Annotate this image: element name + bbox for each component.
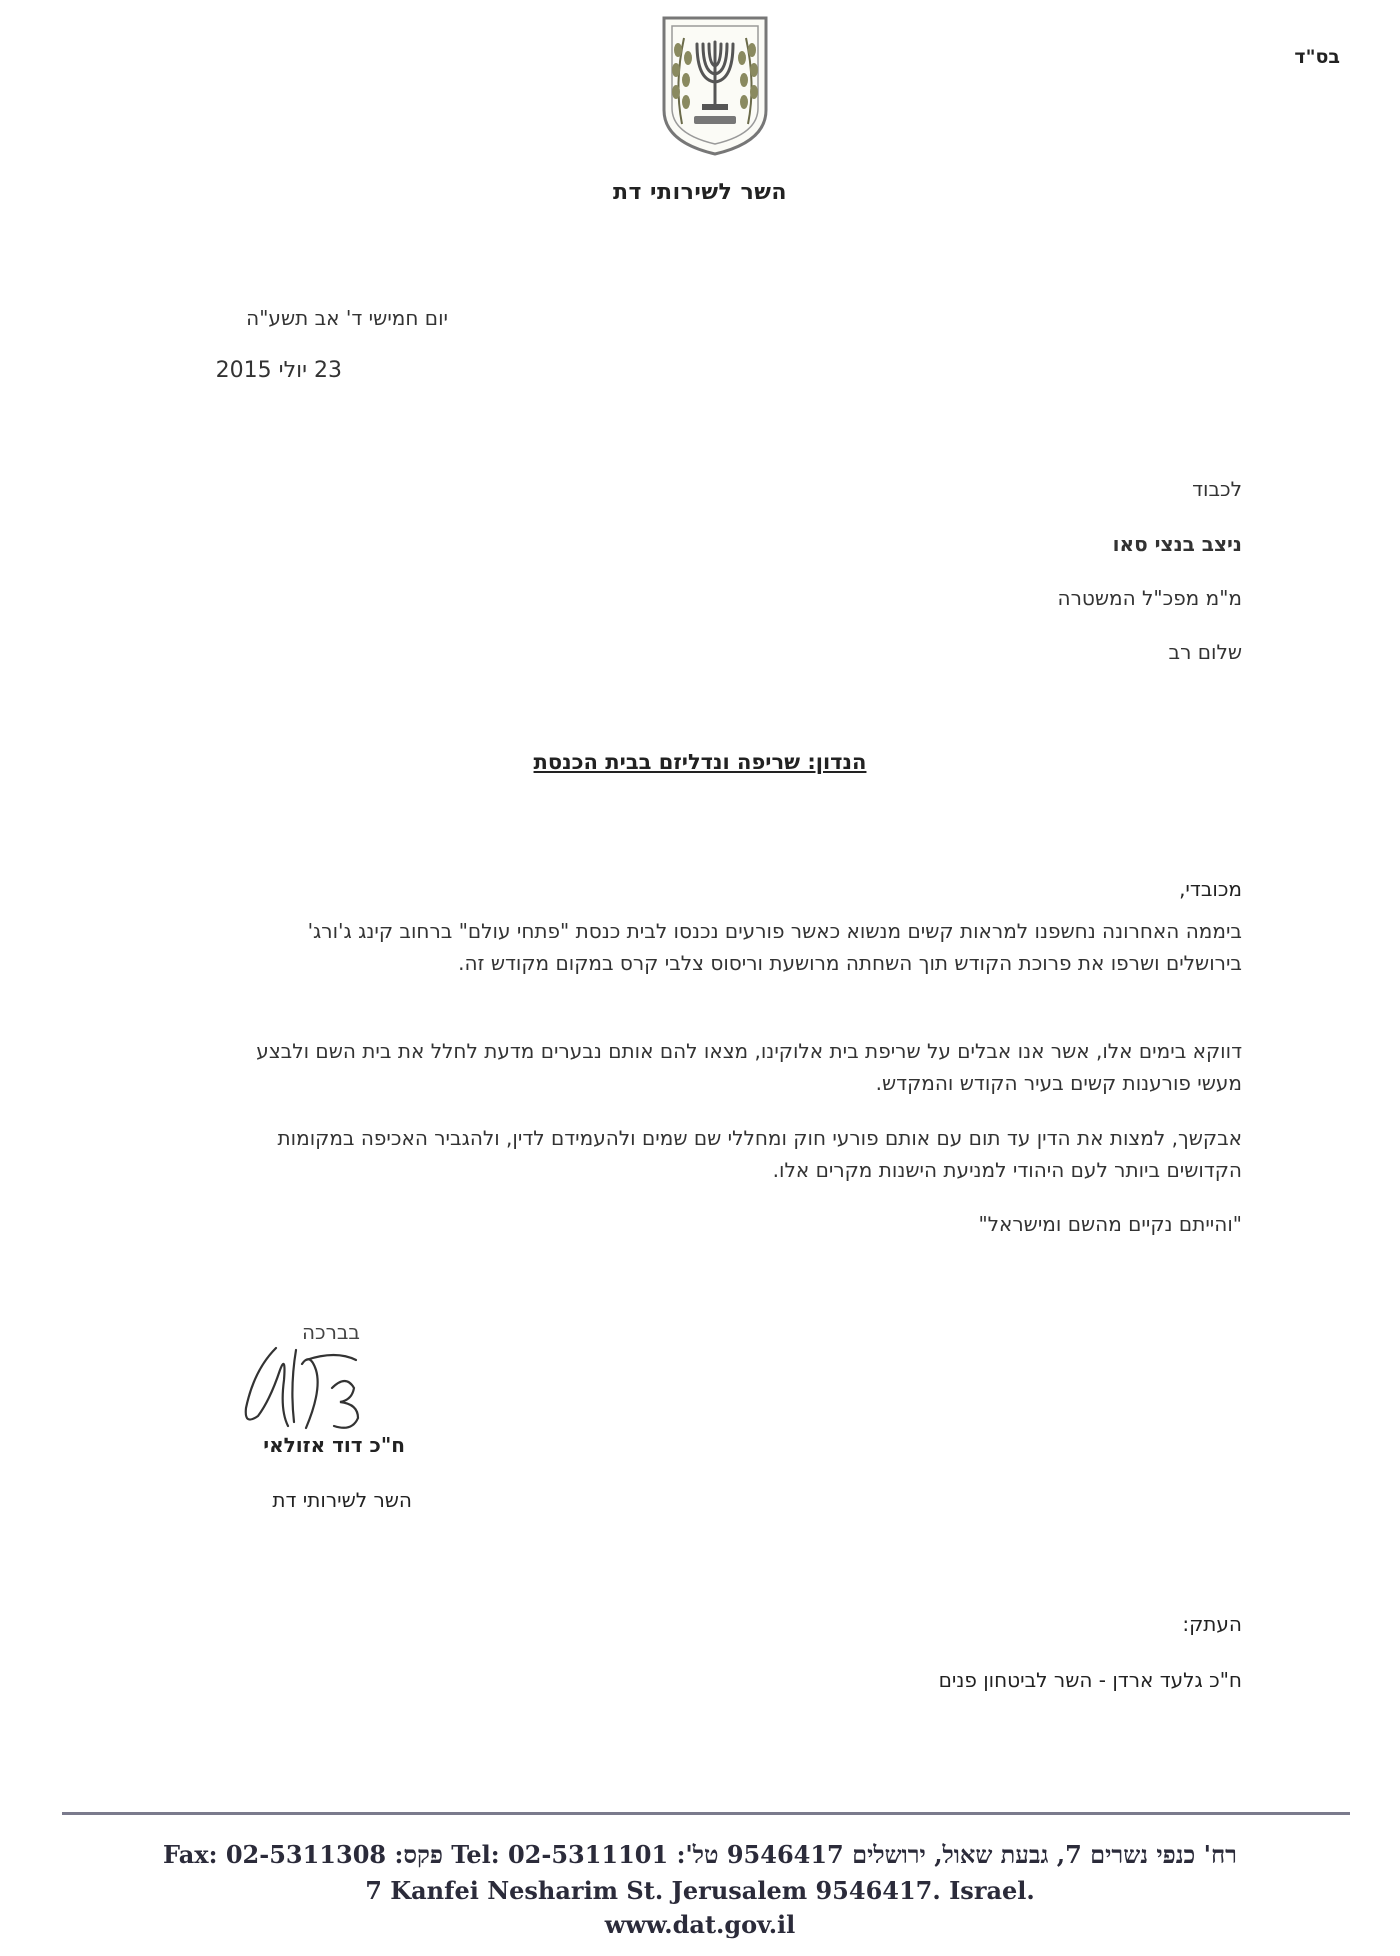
hebrew-date: יום חמישי ד' אב תשע"ה (246, 306, 448, 330)
body-paragraph: ביממה האחרונה נחשפנו למראות קשים מנשוא כאשר פורעים נכנסו לבית כנסת "פתחי עולם" ברחוב קינג ג'ורג' בירושלים ושרפו את פרוכת הקודש תוך השחתה מרושעת וריסוס צלבי קרס במקום מקודש זה. (307, 919, 1242, 975)
signer-title: השר לשירותי דת (272, 1488, 412, 1512)
greeting: שלום רב (1168, 640, 1242, 664)
to-label: לכבוד (1192, 477, 1242, 501)
recipient-title: מ"מ מפכ"ל המשטרה (1057, 586, 1242, 610)
cc-label: העתק: (1182, 1612, 1242, 1636)
body-paragraph: דווקא בימים אלו, אשר אנו אבלים על שריפת בית אלוקינו, מצאו להם אותם נבערים מדעת לחלל את בית השם ולבצע מעשי פורענות קשים בעיר הקודש והמקדש. (256, 1039, 1242, 1095)
footer-website: www.dat.gov.il (604, 1910, 796, 1939)
closing-quote: "והייתם נקיים מהשם ומישראל" (978, 1212, 1242, 1236)
cc-recipient: ח"כ גלעד ארדן - השר לביטחון פנים (938, 1668, 1242, 1692)
salutation: מכובדי, (1179, 877, 1242, 901)
subject-text: הנדון: שריפה ונדליזם בבית הכנסת (533, 750, 867, 774)
gregorian-date: 23 יולי 2015 (215, 358, 342, 383)
signer-name: ח"כ דוד אזולאי (263, 1433, 405, 1457)
closing: בברכה (301, 1320, 360, 1344)
subject-line (0, 750, 1400, 774)
footer-divider (62, 1812, 1350, 1815)
bsd-mark: בס"ד (1294, 46, 1340, 68)
emblem-of-israel-icon (658, 14, 772, 158)
footer-english-address: 7 Kanfei Nesharim St. Jerusalem 9546417. Israel. (365, 1876, 1035, 1905)
footer-hebrew-address: רח' כנפי נשרים 7, גבעת שאול, ירושלים 9546417 טל': 02-5311101 :Tel פקס: 02-5311308 :Fax (163, 1840, 1237, 1869)
handwritten-signature (236, 1330, 406, 1440)
office-title: השר לשירותי דת (612, 180, 788, 205)
body-paragraph: אבקשך, למצות את הדין עד תום עם אותם פורעי חוק ומחללי שם שמים ולהעמידם לדין, ולהגביר האכיפה במקומות הקדושים ביותר לעם היהודי למניעת הישנות מקרים אלו. (277, 1126, 1242, 1182)
recipient-name: ניצב בנצי סאו (1112, 532, 1242, 556)
